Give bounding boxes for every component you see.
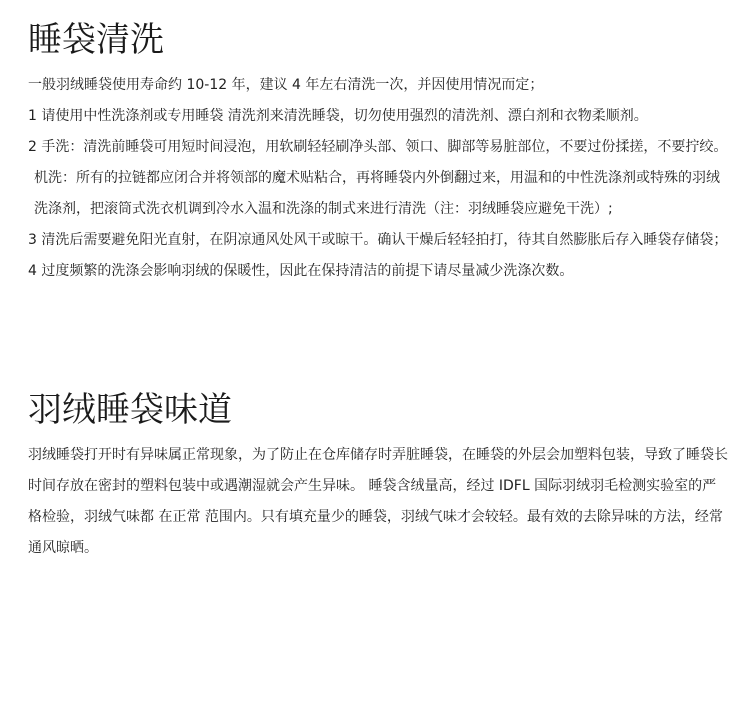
cleaning-paragraph-intro: 一般羽绒睡袋使用寿命约 10-12 年，建议 4 年左右清洗一次，并因使用情况而定；	[28, 77, 544, 93]
cleaning-title: 睡袋清洗	[28, 20, 164, 60]
cleaning-paragraph-drying: 3 清洗后需要避免阳光直射，在阴凉通风处风干或晾干。确认干燥后轻轻拍打，待其自然膨胀后存入睡袋存储袋；	[28, 232, 728, 248]
cleaning-paragraph-handwash: 2 手洗：清洗前睡袋可用短时间浸泡，用软刷轻轻刷净头部、领口、脚部等易脏部位，不要过份揉搓，不要拧绞。	[28, 139, 728, 155]
cleaning-section	[28, 18, 728, 287]
cleaning-paragraph-detergent: 1 请使用中性洗涤剂或专用睡袋 清洗剂来清洗睡袋，切勿使用强烈的清洗剂、漂白剂和衣物柔顺剂。	[28, 108, 648, 124]
odor-paragraph: 羽绒睡袋打开时有异味属正常现象，为了防止在仓库储存时弄脏睡袋，在睡袋的外层会加塑料包装，导致了睡袋长时间存放在密封的塑料包装中或遇潮湿就会产生异味。 睡袋含绒量高，经过 IDFL 国际羽绒羽毛检测实验室的严格检验，羽绒气味都 在正常 范围内。只有填充量少的睡袋，羽绒气味才会较轻。最有效的去除异味的方法，经常通风晾晒。	[28, 447, 728, 556]
cleaning-paragraph-machinewash: 机洗：所有的拉链都应闭合并将领部的魔术贴粘合，再将睡袋内外倒翻过来，用温和的中性洗涤剂或特殊的羽绒洗涤剂，把滚筒式洗衣机调到冷水入温和洗涤的制式来进行清洗（注：羽绒睡袋应避免干洗）;	[34, 170, 720, 217]
cleaning-paragraph-frequency: 4 过度频繁的洗涤会影响羽绒的保暖性，因此在保持清洁的前提下请尽量减少洗涤次数。	[28, 263, 574, 279]
odor-title: 羽绒睡袋味道	[28, 390, 232, 430]
odor-section	[28, 388, 728, 564]
